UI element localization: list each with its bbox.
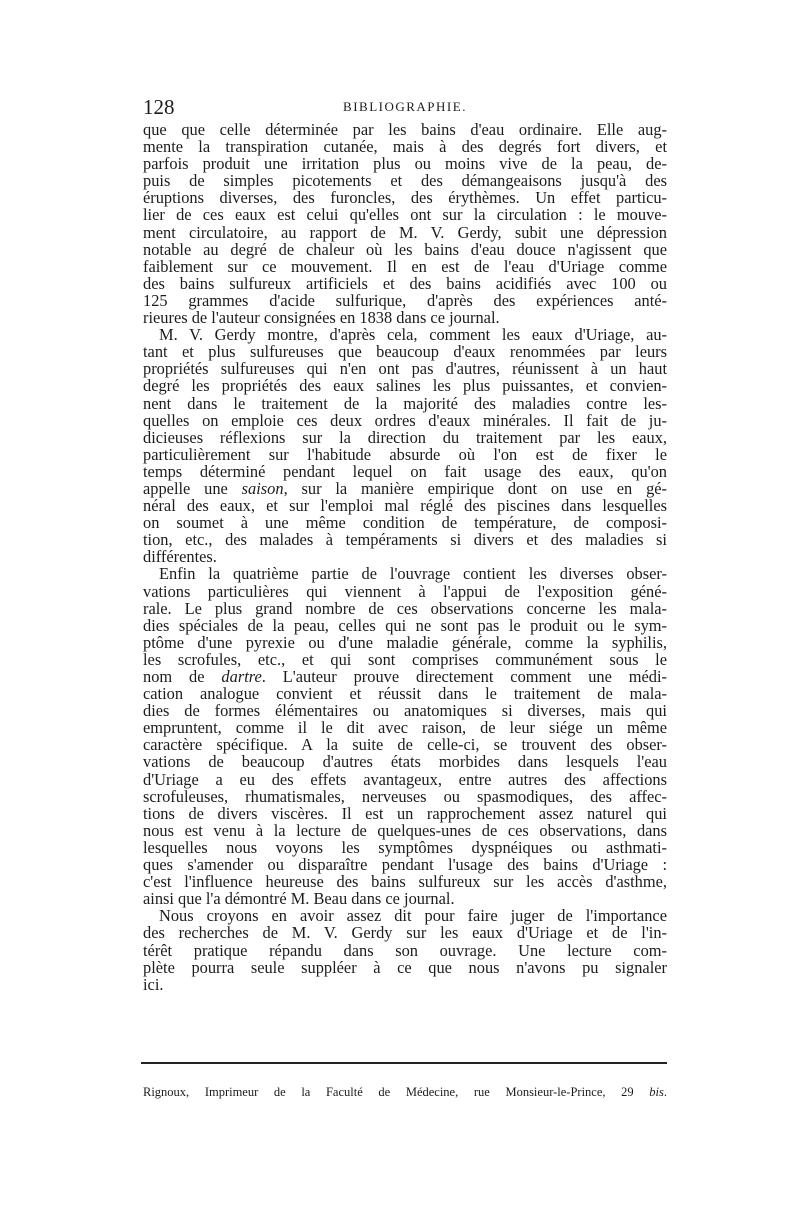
text-line: on soumet à une même condition de température, de composi- bbox=[143, 513, 667, 533]
text-line: plète pourra seule suppléer à ce que nous n'avons pu signaler bbox=[143, 957, 667, 977]
text-line: nom de dartre. L'auteur prouve directement comment une médi- bbox=[143, 667, 667, 686]
text-line: rieures de l'auteur consignées en 1838 dans ce journal. bbox=[143, 308, 500, 328]
text-line: puis de simples picotements et des démangeaisons jusqu'à des bbox=[143, 171, 667, 191]
text-line: ici. bbox=[143, 974, 164, 994]
text-line: des bains sulfureux artificiels et des bains acidifiés avec 100 ou bbox=[143, 273, 667, 293]
text-line: tions de divers viscères. Il est un rapprochement assez naturel qui bbox=[143, 803, 667, 823]
text-line: 125 grammes d'acide sulfurique, d'après des expériences anté- bbox=[143, 290, 667, 310]
text-line: néral des eaux, et sur l'emploi mal réglé des piscines dans lesquelles bbox=[143, 496, 667, 516]
text-line: appelle une saison, sur la manière empirique dont on use en gé- bbox=[143, 478, 667, 498]
text-line: faiblement sur ce mouvement. Il en est de l'eau d'Uriage comme bbox=[143, 256, 667, 276]
text-line: mente la transpiration cutanée, mais à des degrés fort divers, et bbox=[143, 137, 667, 157]
text-line: éruptions diverses, des furoncles, des érythèmes. Un effet particu- bbox=[143, 188, 667, 208]
text-line: scrofuleuses, rhumatismales, nerveuses ou spasmodiques, des affec- bbox=[143, 786, 667, 806]
paragraph bbox=[143, 565, 667, 907]
text-line: dies spéciales de la peau, celles qui ne sont pas le produit ou le sym- bbox=[143, 615, 667, 635]
text-line: vations particulières qui viennent à l'appui de l'exposition géné- bbox=[143, 581, 667, 601]
page-header bbox=[143, 96, 667, 118]
text-line: cation analogue convient et réussit dans le traitement de mala- bbox=[143, 684, 667, 704]
text-line: dies de formes élémentaires ou anatomiques si diverses, mais qui bbox=[143, 701, 667, 721]
text-line: temps déterminé pendant lequel on fait usage des eaux, qu'on bbox=[143, 461, 667, 481]
text-line: ainsi que l'a démontré M. Beau dans ce journal. bbox=[143, 889, 455, 909]
text-line: des recherches de M. V. Gerdy sur les eaux d'Uriage et de l'in- bbox=[143, 923, 667, 943]
page-number: 128 bbox=[143, 95, 175, 119]
footer-rule bbox=[141, 1062, 667, 1064]
page-body bbox=[143, 121, 667, 993]
text-line: lesquelles nous voyons les symptômes dyspnéiques ou asthmati- bbox=[143, 837, 667, 857]
text-line: ptôme d'une pyrexie ou d'une maladie générale, comme la syphilis, bbox=[143, 632, 667, 652]
printer-imprint: Rignoux, Imprimeur de la Faculté de Médecine, rue Monsieur-le-Prince, 29 bis. bbox=[143, 1085, 667, 1099]
text-line: nous est venu à la lecture de quelques-unes de ces observations, dans bbox=[143, 820, 667, 840]
text-line: vations de beaucoup d'autres états morbides dans lesquels l'eau bbox=[143, 752, 667, 772]
text-line: tant et plus sulfureuses que beaucoup d'eaux renommées par leurs bbox=[143, 342, 667, 362]
text-line: térêt pratique répandu dans son ouvrage. Une lecture com- bbox=[143, 940, 667, 960]
text-line: lier de ces eaux est celui qu'elles ont sur la circulation : le mouve- bbox=[143, 205, 667, 225]
text-line: dicieuses réflexions sur la direction du traitement par les eaux, bbox=[143, 427, 667, 447]
text-line: parfois produit une irritation plus ou moins vive de la peau, de- bbox=[143, 154, 667, 174]
text-line: notable au degré de chaleur où les bains d'eau douce n'agissent que bbox=[143, 239, 667, 259]
text-line: que que celle déterminée par les bains d'eau ordinaire. Elle aug- bbox=[143, 120, 667, 139]
text-line: Nous croyons en avoir assez dit pour faire juger de l'importance bbox=[159, 906, 667, 926]
paragraph bbox=[143, 121, 667, 326]
text-line: ment circulatoire, au rapport de M. V. Gerdy, subit une dépression bbox=[143, 222, 667, 242]
text-line: tion, etc., des malades à tempéraments si divers et des maladies si bbox=[143, 530, 667, 550]
text-line: nent dans le traitement de la majorité des maladies contre les- bbox=[143, 393, 667, 413]
text-line: rale. Le plus grand nombre de ces observations concerne les mala- bbox=[143, 598, 667, 618]
text-line: caractère spécifique. A la suite de celle-ci, se trouvent des obser- bbox=[143, 735, 667, 755]
text-line: Enfin la quatrième partie de l'ouvrage contient les diverses obser- bbox=[159, 564, 667, 584]
text-line: d'Uriage a eu des effets avantageux, entre autres des affections bbox=[143, 769, 667, 789]
paragraph bbox=[143, 907, 667, 992]
text-line: M. V. Gerdy montre, d'après cela, comment les eaux d'Uriage, au- bbox=[159, 325, 667, 345]
text-line: c'est l'influence heureuse des bains sulfureux sur les accès d'asthme, bbox=[143, 872, 667, 892]
running-title: BIBLIOGRAPHIE. bbox=[343, 99, 467, 114]
text-line: empruntent, comme il le dit avec raison, de leur siége un même bbox=[143, 718, 667, 738]
text-line: les scrofules, etc., et qui sont comprises communément sous le bbox=[143, 649, 667, 669]
text-line: degré les propriétés des eaux salines les plus puissantes, et convien- bbox=[143, 376, 667, 396]
text-line: quelles on emploie ces deux ordres d'eaux minérales. Il fait de ju- bbox=[143, 410, 667, 430]
text-line: particulièrement sur l'habitude absurde où l'on est de fixer le bbox=[143, 444, 667, 464]
text-line: ques s'amender ou disparaître pendant l'usage des bains d'Uriage : bbox=[143, 855, 667, 875]
text-line: propriétés sulfureuses qui n'en ont pas d'autres, réunissent à un haut bbox=[143, 359, 667, 379]
text-line: différentes. bbox=[143, 547, 217, 567]
paragraph bbox=[143, 326, 667, 565]
